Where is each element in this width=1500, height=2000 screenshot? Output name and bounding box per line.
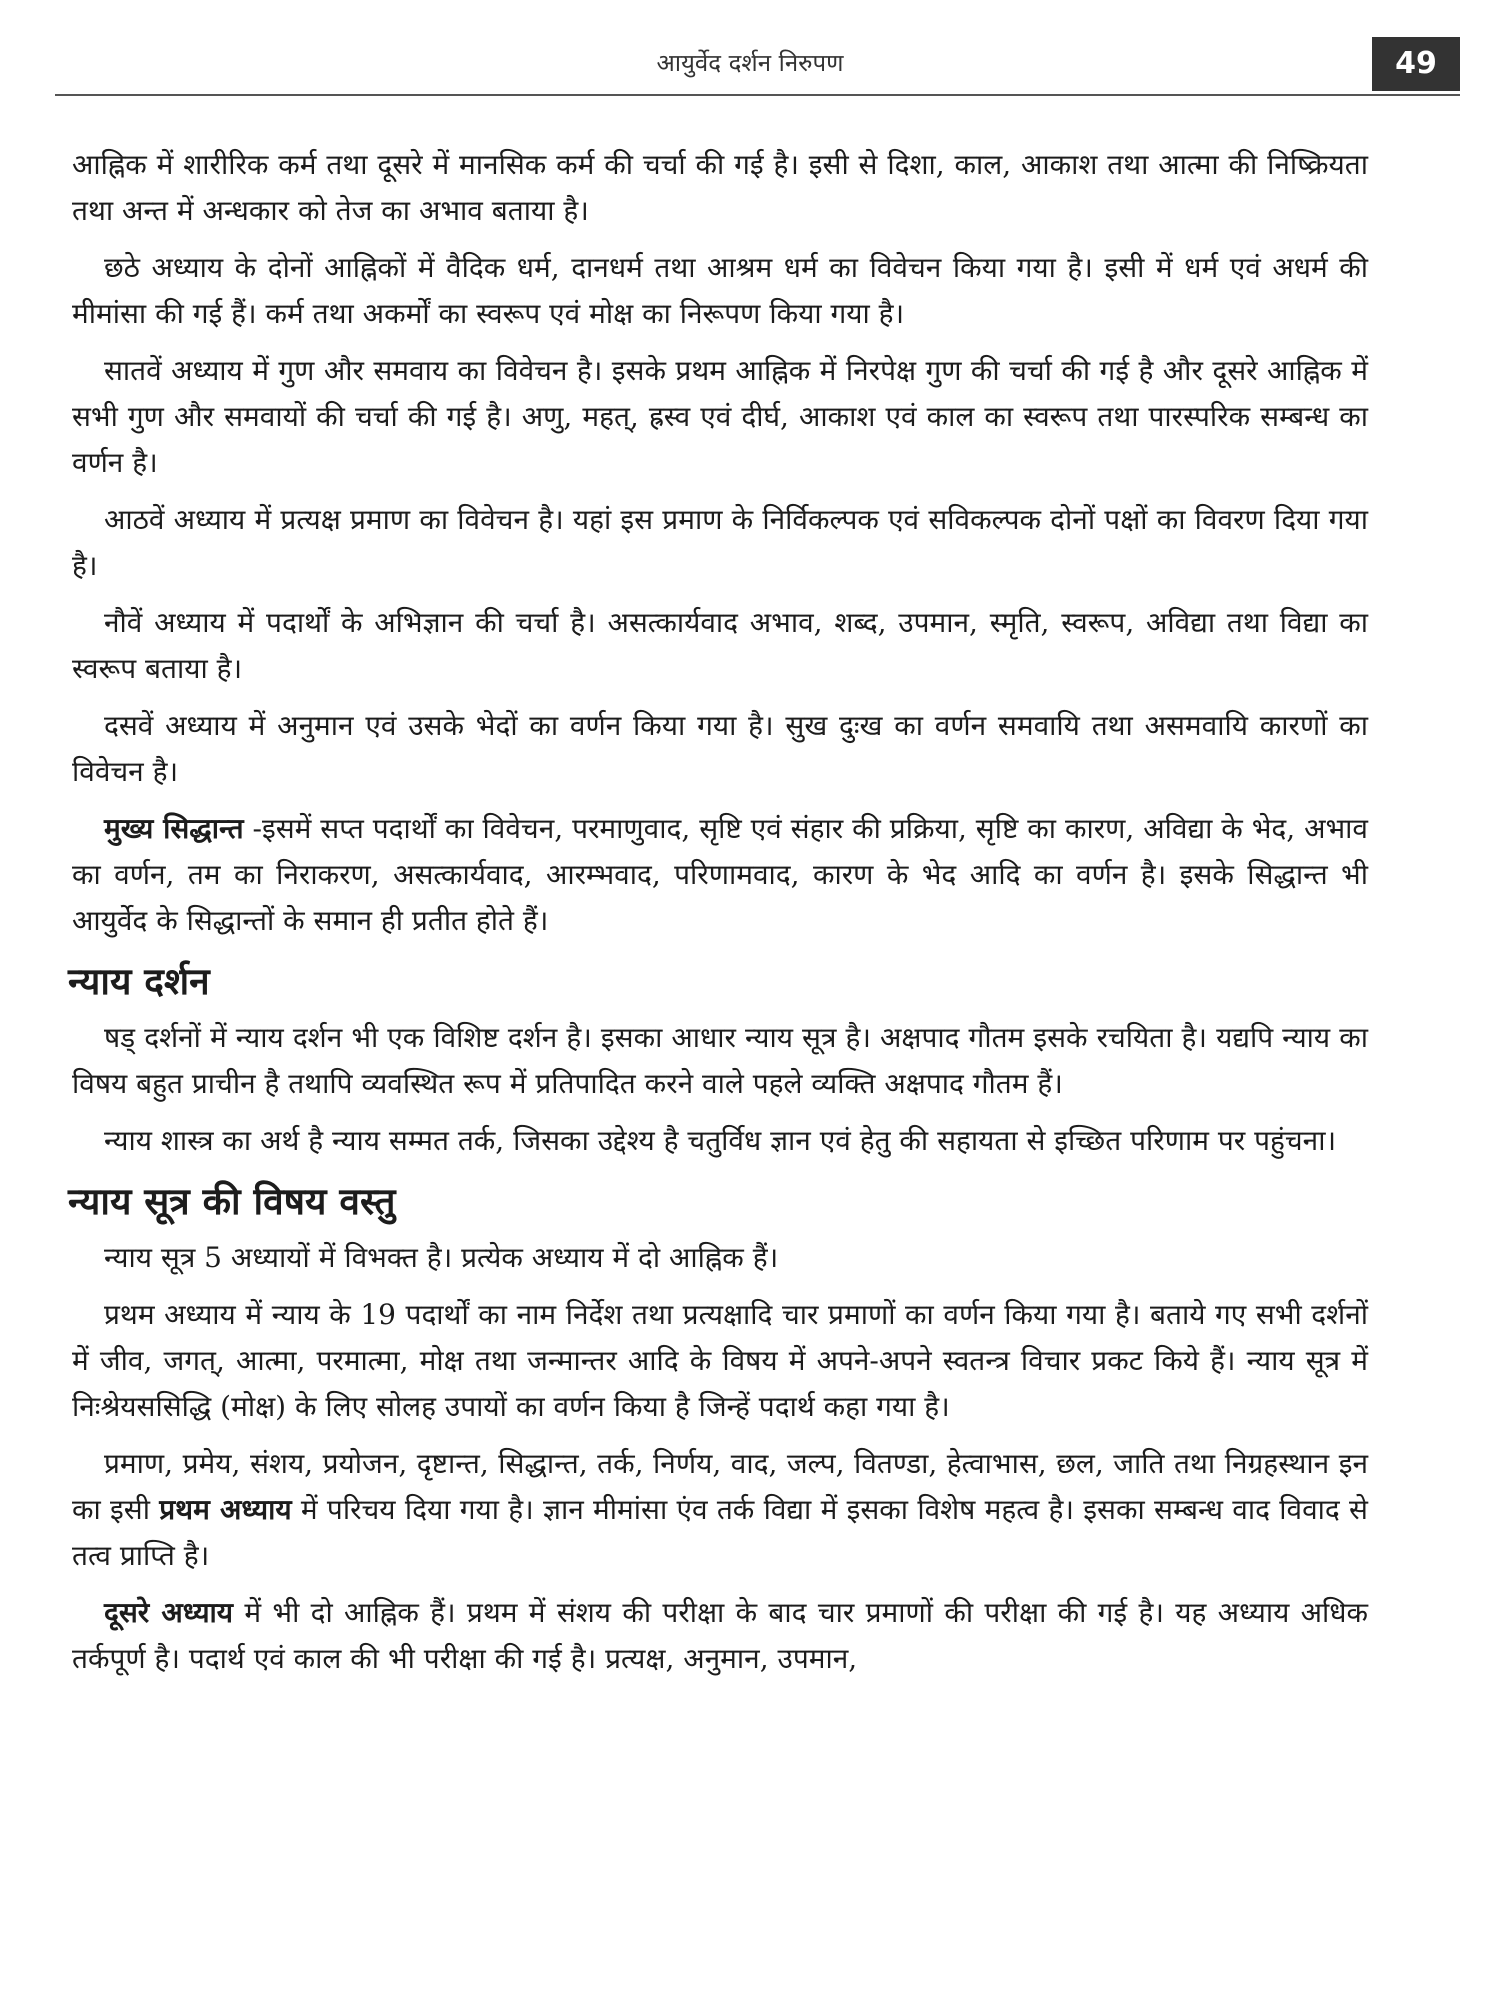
- section-heading: न्याय दर्शन: [68, 960, 210, 1003]
- paragraph-text: में भी दो आह्निक हैं। प्रथम में संशय की परीक्षा के बाद चार प्रमाणों की परीक्षा की गई है। यह अध्याय अधिक तर्कपूर्ण है। पदार्थ एवं काल की भी परीक्षा की गई है। प्रत्यक्ष, अनुमान, उपमान,: [72, 1596, 1368, 1675]
- bold-term: दूसरे अध्याय: [104, 1596, 234, 1629]
- page-body: [68, 142, 1368, 1693]
- page-number: 49: [1372, 37, 1460, 91]
- paragraph: षड् दर्शनों में न्याय दर्शन भी एक विशिष्ट दर्शन है। इसका आधार न्याय सूत्र है। अक्षपाद गौतम इसके रचयिता है। यद्यपि न्याय का विषय बहुत प्राचीन है तथापि व्यवस्थित रूप में प्रतिपादित करने वाले पहले व्यक्ति अक्षपाद गौतम हैं।: [72, 1021, 1368, 1100]
- bold-term: मुख्य सिद्धान्त: [104, 812, 244, 845]
- section-heading: न्याय सूत्र की विषय वस्तु: [68, 1180, 396, 1223]
- paragraph-text: में परिचय दिया गया है। ज्ञान मीमांसा एंव तर्क विद्या में इसका विशेष महत्व है। इसका सम्बन्ध वाद विवाद से तत्व प्राप्ति है।: [72, 1493, 1368, 1572]
- paragraph: आह्निक में शारीरिक कर्म तथा दूसरे में मानसिक कर्म की चर्चा की गई है। इसी से दिशा, काल, आकाश तथा आत्मा की निष्क्रियता तथा अन्त में अन्धकार को तेज का अभाव बताया है।: [72, 148, 1368, 227]
- paragraph: प्रथम अध्याय में न्याय के 19 पदार्थों का नाम निर्देश तथा प्रत्यक्षादि चार प्रमाणों का वर्णन किया गया है। बताये गए सभी दर्शनों में जीव, जगत्, आत्मा, परमात्मा, मोक्ष तथा जन्मान्तर आदि के विषय में अपने-अपने स्वतन्त्र विचार प्रकट किये हैं। न्याय सूत्र में निःश्रेयससिद्धि (मोक्ष) के लिए सोलह उपायों का वर्णन किया है जिन्हें पदार्थ कहा गया है।: [72, 1298, 1368, 1423]
- paragraph: सातवें अध्याय में गुण और समवाय का विवेचन है। इसके प्रथम आह्निक में निरपेक्ष गुण की चर्चा की गई है और दूसरे आह्निक में सभी गुण और समवायों की चर्चा की गई है। अणु, महत्, ह्रस्व एवं दीर्घ, आकाश एवं काल का स्वरूप तथा पारस्परिक सम्बन्ध का वर्णन है।: [72, 354, 1368, 479]
- paragraph: न्याय सूत्र 5 अध्यायों में विभक्त है। प्रत्येक अध्याय में दो आह्निक हैं।: [104, 1241, 779, 1274]
- running-title: आयुर्वेद दर्शन निरुपण: [656, 49, 844, 77]
- header-rule: [55, 94, 1460, 96]
- paragraph: आठवें अध्याय में प्रत्यक्ष प्रमाण का विवेचन है। यहां इस प्रमाण के निर्विकल्पक एवं सविकल्पक दोनों पक्षों का विवरण दिया गया है।: [72, 503, 1368, 582]
- page-header: [0, 0, 1500, 100]
- paragraph: [72, 1441, 1368, 1579]
- paragraph-text: प्रमाण, प्रमेय, संशय, प्रयोजन, दृष्टान्त, सिद्धान्त, तर्क, निर्णय, वाद, जल्प, वितण्डा, हेत्वाभास, छल, जाति तथा निग्रहस्थान इन का इसी: [72, 1447, 1368, 1526]
- paragraph: दसवें अध्याय में अनुमान एवं उसके भेदों का वर्णन किया गया है। सुख दुःख का वर्णन समवायि तथा असमवायि कारणों का विवेचन है।: [72, 709, 1368, 788]
- paragraph: न्याय शास्त्र का अर्थ है न्याय सम्मत तर्क, जिसका उद्देश्य है चतुर्विध ज्ञान एवं हेतु की सहायता से इच्छित परिणाम पर पहुंचना।: [104, 1124, 1337, 1157]
- paragraph-text: -इसमें सप्त पदार्थों का विवेचन, परमाणुवाद, सृष्टि एवं संहार की प्रक्रिया, सृष्टि का कारण, अविद्या के भेद, अभाव का वर्णन, तम का निराकरण, असत्कार्यवाद, आरम्भवाद, परिणामवाद, कारण के भेद आदि का वर्णन है। इसके सिद्धान्त भी आयुर्वेद के सिद्धान्तों के समान ही प्रतीत होते हैं।: [72, 812, 1368, 937]
- paragraph: [72, 1590, 1368, 1682]
- paragraph: [72, 806, 1368, 944]
- paragraph: छठे अध्याय के दोनों आह्निकों में वैदिक धर्म, दानधर्म तथा आश्रम धर्म का विवेचन किया गया है। इसी में धर्म एवं अधर्म की मीमांसा की गई हैं। कर्म तथा अकर्मों का स्वरूप एवं मोक्ष का निरूपण किया गया है।: [72, 251, 1368, 330]
- paragraph: नौवें अध्याय में पदार्थों के अभिज्ञान की चर्चा है। असत्कार्यवाद अभाव, शब्द, उपमान, स्मृति, स्वरूप, अविद्या तथा विद्या का स्वरूप बताया है।: [72, 606, 1368, 685]
- bold-term: प्रथम अध्याय: [159, 1493, 292, 1526]
